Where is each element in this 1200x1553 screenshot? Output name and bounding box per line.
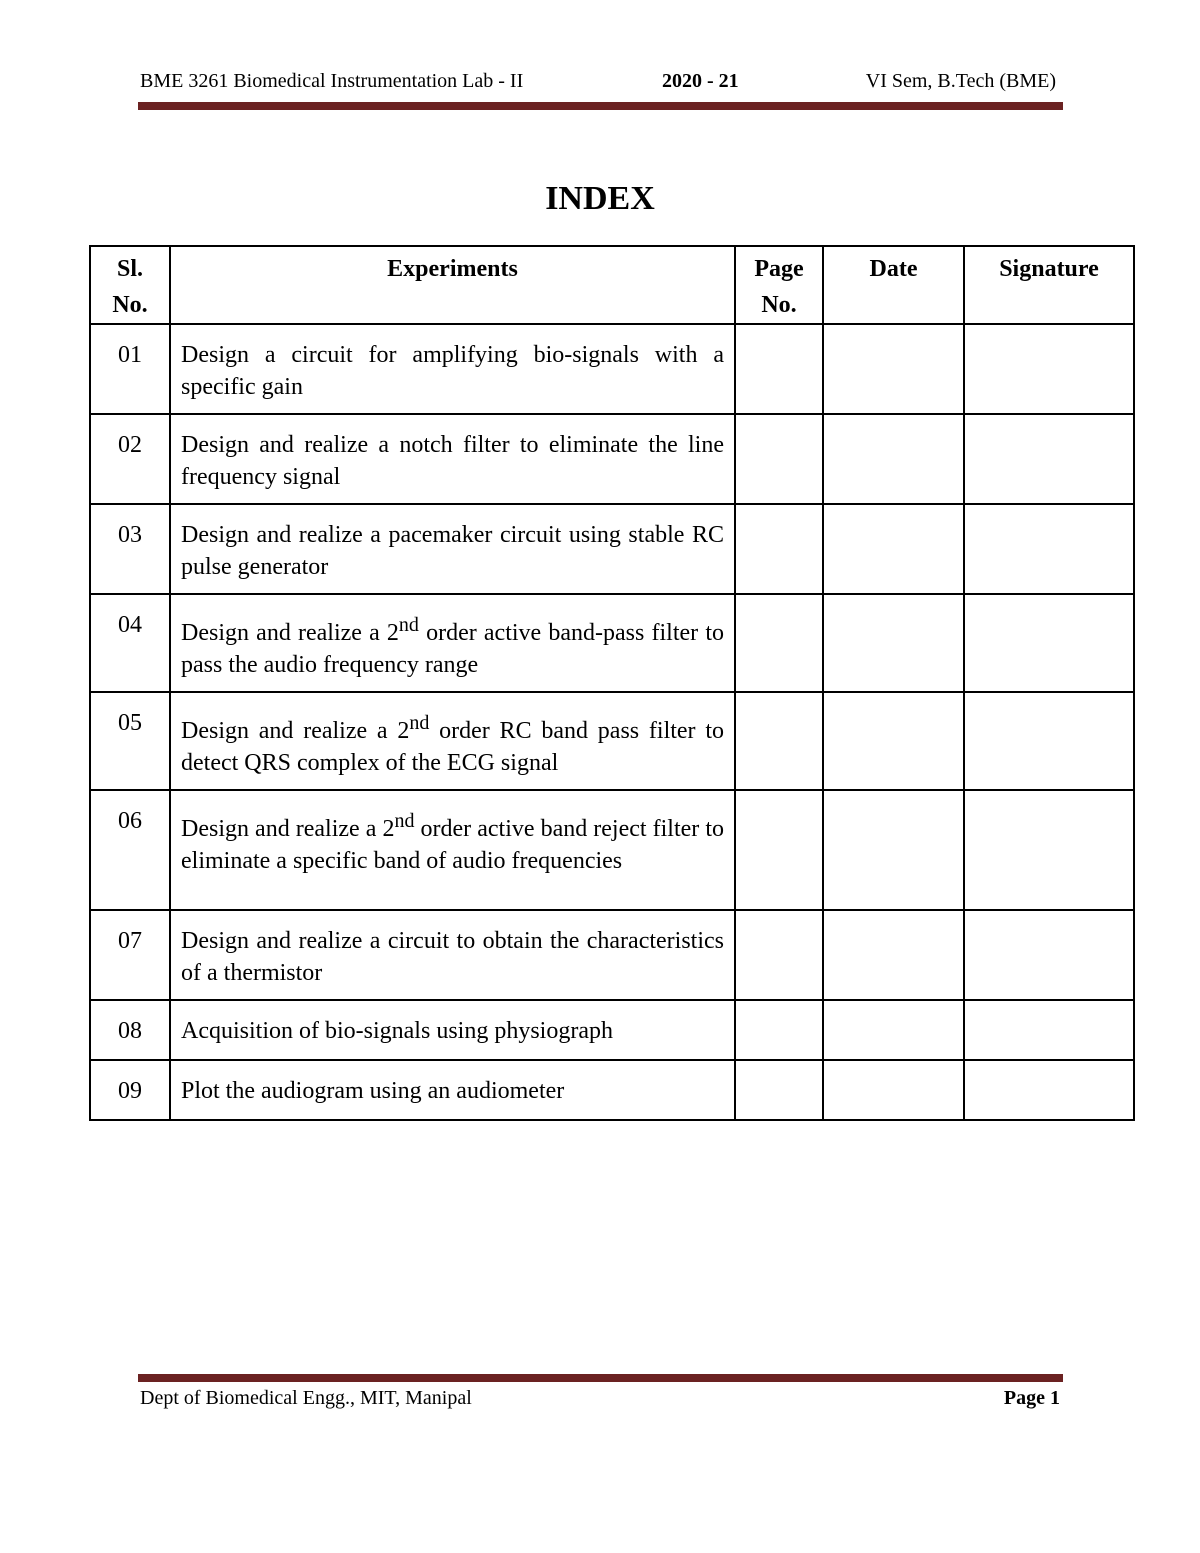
experiment-text-pre: Design and realize a 2 — [181, 816, 395, 842]
table-row — [90, 1060, 1134, 1120]
row-sl-no: 06 — [90, 790, 170, 910]
row-page-no-cell[interactable] — [735, 790, 823, 910]
row-date-cell[interactable] — [823, 594, 964, 692]
row-signature-cell[interactable] — [964, 692, 1134, 790]
page-number: Page 1 — [1003, 1387, 1060, 1409]
table-row — [90, 324, 1134, 414]
department-label: Dept of Biomedical Engg., MIT, Manipal — [140, 1387, 472, 1409]
row-date-cell[interactable] — [823, 414, 964, 504]
row-date-cell[interactable] — [823, 504, 964, 594]
ordinal-suffix: nd — [398, 614, 419, 636]
column-header-sl-line2: No. — [112, 292, 148, 318]
row-date-cell[interactable] — [823, 790, 964, 910]
table-row — [90, 910, 1134, 1000]
page-title: INDEX — [545, 180, 655, 217]
row-sl-no: 07 — [90, 910, 170, 1000]
experiment-text-post: order active band-pass filter to pass the audio frequency range — [181, 620, 724, 678]
row-page-no-cell[interactable] — [735, 1000, 823, 1060]
column-header-date: Date — [823, 246, 964, 324]
header-rule — [138, 102, 1063, 110]
ordinal-suffix: nd — [409, 712, 430, 734]
row-sl-no: 08 — [90, 1000, 170, 1060]
index-table — [89, 245, 1135, 1121]
row-experiment: Plot the audiogram using an audiometer — [170, 1060, 735, 1120]
row-experiment — [170, 790, 735, 910]
academic-year: 2020 - 21 — [662, 70, 739, 92]
row-sl-no: 04 — [90, 594, 170, 692]
row-signature-cell[interactable] — [964, 504, 1134, 594]
row-experiment: Design and realize a notch filter to eliminate the line frequency signal — [170, 414, 735, 504]
experiment-text-post: order active band reject filter to eliminate a specific band of audio frequencies — [181, 816, 724, 874]
row-date-cell[interactable] — [823, 910, 964, 1000]
row-page-no-cell[interactable] — [735, 504, 823, 594]
table-row — [90, 594, 1134, 692]
table-row — [90, 1000, 1134, 1060]
row-experiment — [170, 594, 735, 692]
table-row — [90, 414, 1134, 504]
table-row — [90, 790, 1134, 910]
row-sl-no: 03 — [90, 504, 170, 594]
row-experiment: Design a circuit for amplifying bio-signals with a specific gain — [170, 324, 735, 414]
row-signature-cell[interactable] — [964, 790, 1134, 910]
row-signature-cell[interactable] — [964, 594, 1134, 692]
row-sl-no: 02 — [90, 414, 170, 504]
row-page-no-cell[interactable] — [735, 692, 823, 790]
row-sl-no: 09 — [90, 1060, 170, 1120]
experiment-text-pre: Design and realize a 2 — [181, 620, 399, 646]
column-header-sl-line1: Sl. — [116, 256, 143, 282]
row-date-cell[interactable] — [823, 324, 964, 414]
table-row — [90, 692, 1134, 790]
page-header — [140, 70, 1062, 98]
footer-rule — [138, 1374, 1063, 1382]
experiment-text-post: order RC band pass filter to detect QRS complex of the ECG signal — [181, 718, 724, 776]
column-header-sl-no — [90, 246, 170, 324]
course-title: BME 3261 Biomedical Instrumentation Lab - II — [140, 70, 524, 92]
column-header-page-line1: Page — [754, 256, 804, 282]
ordinal-suffix: nd — [394, 810, 415, 832]
row-page-no-cell[interactable] — [735, 1060, 823, 1120]
row-signature-cell[interactable] — [964, 414, 1134, 504]
table-row — [90, 504, 1134, 594]
row-signature-cell[interactable] — [964, 1000, 1134, 1060]
row-signature-cell[interactable] — [964, 1060, 1134, 1120]
row-sl-no: 01 — [90, 324, 170, 414]
row-signature-cell[interactable] — [964, 910, 1134, 1000]
row-page-no-cell[interactable] — [735, 414, 823, 504]
row-experiment: Design and realize a pacemaker circuit using stable RC pulse generator — [170, 504, 735, 594]
row-experiment: Design and realize a circuit to obtain the characteristics of a thermistor — [170, 910, 735, 1000]
row-page-no-cell[interactable] — [735, 594, 823, 692]
experiment-text-pre: Design and realize a 2 — [181, 718, 410, 744]
row-date-cell[interactable] — [823, 1060, 964, 1120]
semester-label: VI Sem, B.Tech (BME) — [865, 70, 1056, 92]
row-experiment: Acquisition of bio-signals using physiograph — [170, 1000, 735, 1060]
column-header-signature: Signature — [964, 246, 1134, 324]
row-date-cell[interactable] — [823, 692, 964, 790]
row-date-cell[interactable] — [823, 1000, 964, 1060]
column-header-experiments: Experiments — [170, 246, 735, 324]
column-header-page-line2: No. — [761, 292, 797, 318]
row-page-no-cell[interactable] — [735, 910, 823, 1000]
column-header-page-no — [735, 246, 823, 324]
table-header-row — [90, 246, 1134, 324]
row-page-no-cell[interactable] — [735, 324, 823, 414]
row-experiment — [170, 692, 735, 790]
row-signature-cell[interactable] — [964, 324, 1134, 414]
row-sl-no: 05 — [90, 692, 170, 790]
